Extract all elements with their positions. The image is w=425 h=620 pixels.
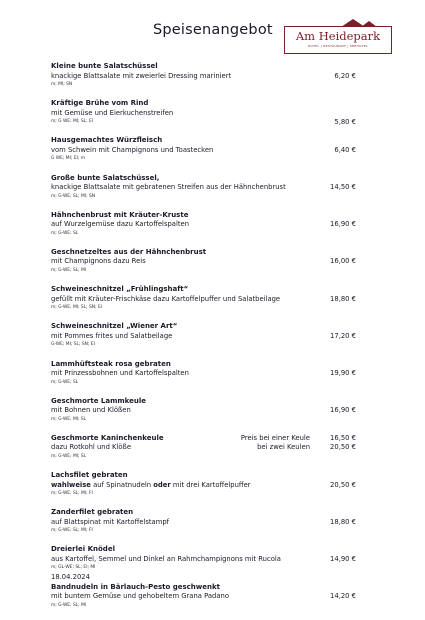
menu-item-allergens: m; MI; SN [51, 82, 73, 87]
menu-item-description: wahlweise auf Spinatnudeln oder mit drei Kartoffelpuffer [51, 480, 251, 489]
menu-item-allergens: m; G-WE; MI; SL; SN; EI [51, 305, 103, 311]
menu-item [51, 99, 356, 125]
menu-item-allergens: m; G-WE; MI; SL [51, 416, 87, 422]
menu-item-description: dazu Rotkohl und Klöße [51, 443, 132, 452]
menu-item-description: auf Wurzelgemüse dazu Kartoffelspalten [51, 220, 190, 229]
menu-item-price: 14,90 € [330, 554, 356, 563]
menu-item-description: auf Blattspinat mit Kartoffelstampf [51, 517, 170, 526]
menu-item-price: 16,00 € [330, 257, 356, 266]
restaurant-logo [284, 26, 392, 54]
menu-item-price: 18,80 € [330, 517, 356, 526]
menu-item-allergens: m; G-WE; SL [51, 379, 79, 385]
menu-item-price: 6,40 € [334, 145, 356, 154]
menu-item-price: 5,80 € [334, 118, 356, 127]
menu-item-description: mit Champignons dazu Reis [51, 257, 146, 266]
menu-item-price: 18,80 € [330, 294, 356, 303]
menu-item-price-note: Preis bei einer Keule [240, 433, 310, 442]
menu-item-price: 16,90 € [330, 220, 356, 229]
menu-item [51, 136, 356, 162]
menu-item [51, 397, 356, 423]
menu-item-allergens: m; G-WE; MI; SL [51, 453, 87, 459]
menu-item-description: knackige Blattsalate mit zweierlei Dressing mariniert [51, 71, 232, 80]
menu-item-name: Kräftige Brühe vom Rind [51, 99, 149, 108]
menu-item-price: 14,50 € [330, 183, 356, 192]
menu-item-description: mit Prinzessbohnen und Kartoffelspalten [51, 369, 189, 377]
menu-item-name: Lammhüftsteak rosa gebraten [51, 359, 171, 368]
menu-item-allergens: m; G-WE; SL [51, 230, 79, 236]
menu-item-price: 20,50 € [330, 443, 356, 452]
menu-item [51, 322, 356, 348]
menu-item [51, 545, 356, 571]
logo-tagline: HOTEL | RESTAURANT | SEEHOTEL [307, 44, 369, 48]
logo-roof-small-icon [361, 21, 377, 27]
menu-item-description: gefüllt mit Kräuter-Frischkäse dazu Kartoffelpuffer und Salatbeilage [51, 294, 281, 303]
menu-item-name: Bandnudeln in Bärlauch-Pesto geschwenkt [51, 582, 220, 591]
menu-item [51, 211, 356, 237]
menu-item-price: 6,20 € [334, 71, 356, 80]
menu-item-allergens: G WE; MI; EI; m [51, 156, 85, 162]
menu-item-allergens: m; GL-WE; SL; EI; MI [51, 565, 96, 571]
menu-item [51, 62, 356, 88]
menu-item-price: 14,20 € [330, 592, 356, 601]
menu-item-name: Hähnchenbrust mit Kräuter-Kruste [51, 210, 189, 219]
menu-item [51, 174, 356, 200]
menu-item-name: Geschmorte Kaninchenkeule [51, 433, 164, 442]
menu-item-description: mit buntem Gemüse und gehobeltem Grana Padano [51, 592, 229, 601]
menu-item-price: 16,90 € [330, 406, 356, 415]
menu-item-price: 17,20 € [330, 331, 356, 340]
menu-item-description: knackige Blattsalate mit gebratenen Streifen aus der Hähnchenbrust [51, 183, 286, 192]
menu-item-description: mit Gemüse und Eierkuchenstreifen [51, 108, 174, 117]
menu-item [51, 508, 356, 534]
menu-item-name: Zanderfilet gebraten [51, 508, 134, 517]
menu-item-price: 16,50 € [330, 433, 356, 442]
menu-item-allergens: m; G-WE; SL; MI [51, 602, 87, 608]
menu-item-name: Dreierlei Knödel [51, 545, 115, 554]
menu-item [51, 471, 356, 497]
menu-item-allergens: m; G-WE; SL; MI; FI [51, 491, 93, 497]
menu-item-allergens: m; G-WE; SL; MI; SN [51, 193, 96, 199]
menu-item-description: vom Schwein mit Champignons und Toastecken [51, 145, 214, 154]
menu-item [51, 248, 356, 274]
menu-list [51, 62, 356, 620]
menu-item [51, 285, 356, 311]
menu-item [51, 434, 356, 460]
menu-date: 18.04.2024 [51, 573, 90, 581]
menu-item-name: Geschnetzeltes aus der Hähnchenbrust [51, 247, 207, 256]
menu-item [51, 583, 356, 609]
logo-name: Am Heidepark [295, 29, 381, 43]
menu-item-description: aus Kartoffel, Semmel und Dinkel an Rahmchampignons mit Rucola [51, 554, 281, 563]
menu-item-name: Schweineschnitzel „Wiener Art“ [51, 322, 178, 331]
menu-item-allergens: m; G-WE; SL; MI; FI [51, 528, 93, 534]
menu-item-allergens: m; G WE; MI; SL; EI [51, 119, 94, 125]
menu-item-description: mit Pommes frites und Salatbeilage [51, 331, 173, 340]
menu-item-price: 20,50 € [330, 480, 356, 489]
menu-item-allergens: m; G-WE; SL; MI [51, 267, 87, 273]
menu-item-allergens: G-WE; MI; SL; SN; EI [51, 342, 95, 348]
menu-item-name: Lachsfilet gebraten [51, 471, 128, 480]
menu-item-price-note: bei zwei Keulen [257, 443, 310, 452]
menu-item [51, 360, 356, 386]
page-title: Speisenangebot [153, 22, 273, 38]
menu-item-name: Große bunte Salatschüssel, [51, 173, 160, 182]
menu-item-price: 19,90 € [330, 369, 356, 377]
menu-item-name: Kleine bunte Salatschüssel [51, 62, 158, 70]
menu-item-name: Geschmorte Lammkeule [51, 396, 146, 405]
menu-item-name: Schweineschnitzel „Frühlingshaft“ [51, 285, 189, 294]
menu-item-description: mit Bohnen und Klößen [51, 406, 131, 415]
menu-item-name: Hausgemachtes Würzfleisch [51, 136, 163, 145]
